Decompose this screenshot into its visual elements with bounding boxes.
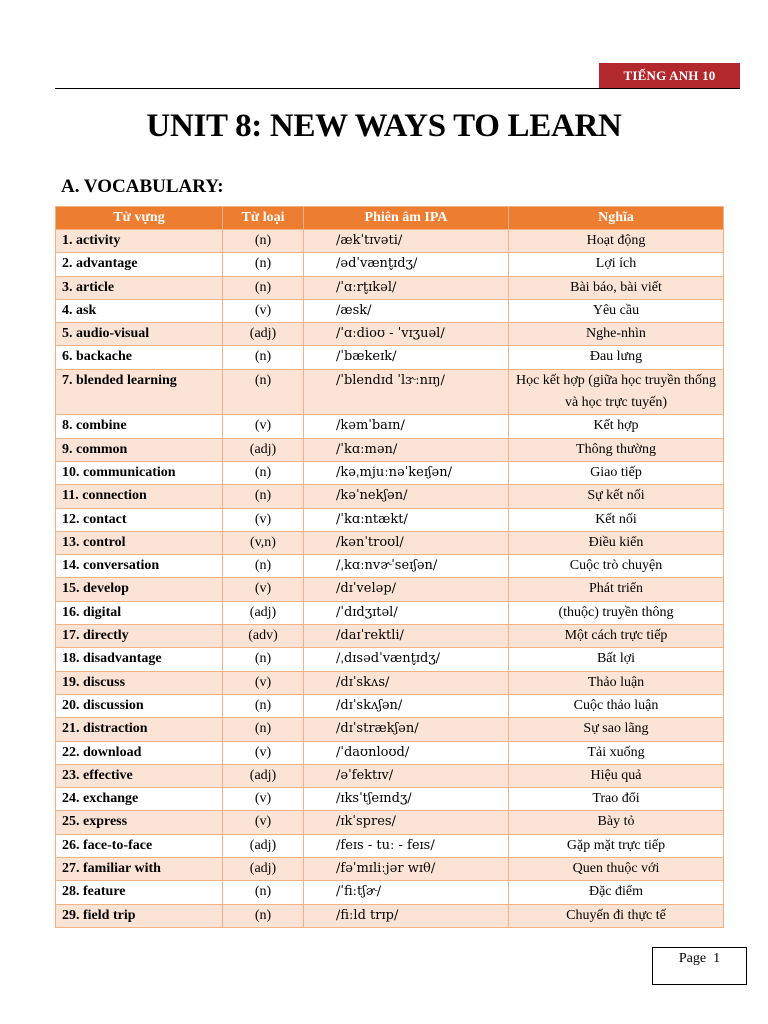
meaning-cell: Thông thường [509,438,724,461]
table-row [56,415,724,438]
word-cell: 9. common [56,438,223,461]
meaning-cell: Tải xuống [509,741,724,764]
meaning-cell: Đặc điểm [509,881,724,904]
table-row [56,788,724,811]
type-cell: (adj) [223,323,304,346]
type-cell: (v) [223,811,304,834]
meaning-cell: Kết hợp [509,415,724,438]
table-row [56,904,724,927]
word-cell: 12. contact [56,508,223,531]
table-row [56,508,724,531]
word-cell: 8. combine [56,415,223,438]
type-cell: (v) [223,741,304,764]
word-cell: 7. blended learning [56,369,223,415]
type-cell: (adv) [223,625,304,648]
type-cell: (v,n) [223,531,304,554]
word-cell: 5. audio-visual [56,323,223,346]
type-cell: (v) [223,508,304,531]
table-row [56,858,724,881]
meaning-cell: Lợi ích [509,253,724,276]
ipa-cell: /ɪksˈtʃeɪndʒ/ [304,788,509,811]
table-row [56,601,724,624]
word-cell: 18. disadvantage [56,648,223,671]
column-header-ipa: Phiên âm IPA [304,207,509,230]
ipa-cell: /əˈfektɪv/ [304,764,509,787]
word-cell: 3. article [56,276,223,299]
word-cell: 15. develop [56,578,223,601]
word-cell: 22. download [56,741,223,764]
word-cell: 10. communication [56,461,223,484]
ipa-cell: /kəˈnekʃən/ [304,485,509,508]
ipa-cell: /æsk/ [304,299,509,322]
ipa-cell: /kəmˈbaɪn/ [304,415,509,438]
table-row [56,323,724,346]
ipa-cell: /dɪˈskʌʃən/ [304,694,509,717]
word-cell: 14. conversation [56,555,223,578]
ipa-cell: /ˈdaʊnloʊd/ [304,741,509,764]
type-cell: (n) [223,276,304,299]
table-row [56,881,724,904]
table-header-row [56,207,724,230]
ipa-cell: /ˈkɑːntækt/ [304,508,509,531]
ipa-cell: /ˈblendɪd ˈlɝːnɪŋ/ [304,369,509,415]
table-row [56,718,724,741]
type-cell: (n) [223,230,304,253]
meaning-cell: Cuộc thảo luận [509,694,724,717]
meaning-cell: (thuộc) truyền thông [509,601,724,624]
table-row [56,369,724,415]
type-cell: (adj) [223,438,304,461]
ipa-cell: /ˈfiːtʃɚ/ [304,881,509,904]
word-cell: 16. digital [56,601,223,624]
page-title: UNIT 8: NEW WAYS TO LEARN [146,108,622,144]
type-cell: (n) [223,904,304,927]
word-cell: 29. field trip [56,904,223,927]
word-cell: 17. directly [56,625,223,648]
page-number-box [652,947,747,985]
meaning-cell: Bất lợi [509,648,724,671]
table-row [56,485,724,508]
type-cell: (adj) [223,834,304,857]
type-cell: (v) [223,671,304,694]
table-row [56,461,724,484]
ipa-cell: /fəˈmɪliːjər wɪθ/ [304,858,509,881]
word-cell: 19. discuss [56,671,223,694]
page-number: 1 [713,951,721,966]
table-row [56,555,724,578]
word-cell: 20. discussion [56,694,223,717]
table-row [56,741,724,764]
table-row [56,694,724,717]
meaning-cell: Nghe-nhìn [509,323,724,346]
table-row [56,531,724,554]
word-cell: 21. distraction [56,718,223,741]
ipa-cell: /kəˌmjuːnəˈkeɪʃən/ [304,461,509,484]
table-row [56,671,724,694]
ipa-cell: /ˌkɑːnvɚˈseɪʃən/ [304,555,509,578]
type-cell: (n) [223,694,304,717]
meaning-cell: Phát triển [509,578,724,601]
type-cell: (n) [223,881,304,904]
meaning-cell: Yêu cầu [509,299,724,322]
table-row [56,299,724,322]
meaning-cell: Sự sao lãng [509,718,724,741]
meaning-cell: Trao đổi [509,788,724,811]
meaning-cell: Một cách trực tiếp [509,625,724,648]
subject-badge: TIẾNG ANH 10 [599,63,740,89]
type-cell: (n) [223,485,304,508]
type-cell: (adj) [223,764,304,787]
ipa-cell: /ˈɑːrt̬ɪkəl/ [304,276,509,299]
meaning-cell: Đau lưng [509,346,724,369]
meaning-cell: Giao tiếp [509,461,724,484]
table-row [56,346,724,369]
word-cell: 25. express [56,811,223,834]
table-row [56,648,724,671]
ipa-cell: /ˈbækeɪk/ [304,346,509,369]
type-cell: (n) [223,718,304,741]
meaning-cell: Điều kiển [509,531,724,554]
word-cell: 11. connection [56,485,223,508]
ipa-cell: /fiːld trɪp/ [304,904,509,927]
word-cell: 1. activity [56,230,223,253]
type-cell: (n) [223,461,304,484]
ipa-cell: /dɪˈveləp/ [304,578,509,601]
table-row [56,764,724,787]
ipa-cell: /dɪˈskʌs/ [304,671,509,694]
meaning-cell: Hiệu quả [509,764,724,787]
meaning-cell: Bày tỏ [509,811,724,834]
type-cell: (n) [223,648,304,671]
meaning-cell: Thảo luận [509,671,724,694]
ipa-cell: /ˈdɪdʒɪtəl/ [304,601,509,624]
type-cell: (adj) [223,601,304,624]
table-row [56,578,724,601]
table-row [56,276,724,299]
page-label: Page [678,951,707,966]
column-header-type: Từ loại [223,207,304,230]
ipa-cell: /ˌdɪsədˈvænt̬ɪdʒ/ [304,648,509,671]
meaning-cell: Kết nối [509,508,724,531]
type-cell: (v) [223,415,304,438]
type-cell: (n) [223,346,304,369]
table-row [56,811,724,834]
type-cell: (v) [223,299,304,322]
table-row [56,253,724,276]
type-cell: (adj) [223,858,304,881]
meaning-cell: Chuyến đi thực tế [509,904,724,927]
ipa-cell: /feɪs - tuː - feɪs/ [304,834,509,857]
table-row [56,438,724,461]
table-body [56,230,724,928]
ipa-cell: /dɪˈstrækʃən/ [304,718,509,741]
word-cell: 6. backache [56,346,223,369]
word-cell: 28. feature [56,881,223,904]
type-cell: (v) [223,578,304,601]
ipa-cell: /ˈkɑːmən/ [304,438,509,461]
meaning-cell: Sự kết nối [509,485,724,508]
meaning-cell: Hoạt động [509,230,724,253]
vocabulary-table [55,206,724,928]
meaning-cell: Gặp mặt trực tiếp [509,834,724,857]
column-header-word: Từ vựng [56,207,223,230]
word-cell: 23. effective [56,764,223,787]
header-divider [55,88,740,89]
ipa-cell: /ədˈvænt̬ɪdʒ/ [304,253,509,276]
ipa-cell: /ɪkˈspres/ [304,811,509,834]
ipa-cell: /ækˈtɪvəti/ [304,230,509,253]
type-cell: (v) [223,788,304,811]
word-cell: 27. familiar with [56,858,223,881]
ipa-cell: /daɪˈrektli/ [304,625,509,648]
table-row [56,230,724,253]
type-cell: (n) [223,369,304,415]
ipa-cell: /ˈɑːdioʊ - ˈvɪʒuəl/ [304,323,509,346]
type-cell: (n) [223,253,304,276]
word-cell: 26. face-to-face [56,834,223,857]
column-header-meaning: Nghĩa [509,207,724,230]
meaning-cell: Học kết hợp (giữa học truyền thống và học trực tuyến) [509,369,724,415]
word-cell: 13. control [56,531,223,554]
ipa-cell: /kənˈtroʊl/ [304,531,509,554]
meaning-cell: Quen thuộc với [509,858,724,881]
type-cell: (n) [223,555,304,578]
meaning-cell: Bài báo, bài viết [509,276,724,299]
section-heading: A. VOCABULARY: [61,176,224,197]
meaning-cell: Cuộc trò chuyện [509,555,724,578]
word-cell: 4. ask [56,299,223,322]
word-cell: 2. advantage [56,253,223,276]
table-row [56,625,724,648]
table-row [56,834,724,857]
word-cell: 24. exchange [56,788,223,811]
